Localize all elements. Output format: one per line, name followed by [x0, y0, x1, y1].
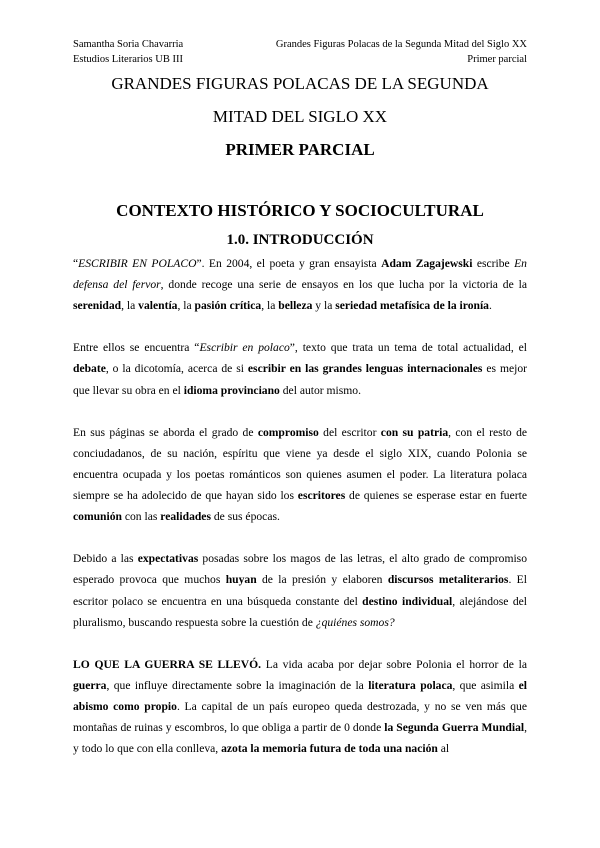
keyword: el abismo como propio [73, 678, 527, 713]
text-span: ”. En 2004, el poeta y gran ensayista [196, 257, 382, 270]
keyword: azota la memoria futura de toda una nación [221, 742, 438, 756]
page-header-right [276, 37, 527, 67]
keyword: comunión [73, 510, 122, 524]
text-span: escribe [472, 257, 515, 270]
text-span: de quienes se esperase estar en fuerte [345, 489, 527, 503]
page-header-left [73, 37, 183, 67]
text-span: posadas sobre los magos de las letras, el alto grado de compromiso esperado provoca que muchos [73, 552, 527, 587]
text-span: , donde recoge una serie de ensayos en los que lucha por la victoria de la [160, 278, 527, 292]
keyword: seriedad metafísica de la ironía [335, 299, 489, 313]
text-span: , la [261, 299, 279, 313]
text-span: , con el resto de conciudadanos, de su nación, espíritu que viene ya desde el siglo XIX, cuando Polonia se encuentra ocupada y los poetas románticos son quienes asumen el poder. La literatura polaca siempre se ha adolecido de que hayan sido los [73, 425, 528, 503]
keyword: guerra [73, 678, 107, 692]
text-span: del escritor [318, 425, 381, 439]
book-title: En defensa del fervor [73, 257, 527, 292]
paragraph-2 [73, 337, 527, 400]
document-body [73, 253, 527, 780]
header-doc-type: Primer parcial [467, 54, 527, 65]
text-span: , la [177, 299, 195, 313]
text-span: La vida acaba por dejar sobre Polonia el horror de la [261, 657, 528, 671]
keyword: belleza [278, 299, 313, 313]
paragraph-lead: LO QUE LA GUERRA SE LLEVÓ. [73, 657, 262, 671]
paragraph-5 [73, 654, 527, 759]
paragraph-4 [73, 548, 527, 632]
text-span: de sus épocas. [210, 510, 280, 524]
text-span: , alejándose del pluralismo, buscando respuesta sobre la cuestión de [73, 594, 527, 629]
document-title-line-2: MITAD DEL SIGLO XX [212, 107, 388, 126]
paragraph-1 [73, 253, 527, 316]
text-span: . La capital de un país europeo queda destrozada, y no se ven más que montañas de ruinas y escombros, lo que obliga a partir de 0 donde [73, 699, 527, 735]
essay-title: Escribir en polaco [199, 341, 290, 355]
section-heading: CONTEXTO HISTÓRICO Y SOCIOCULTURAL [116, 201, 484, 220]
text-span: . [488, 299, 492, 313]
header-course: Estudios Literarios UB III [73, 54, 183, 65]
text-span: al [437, 742, 450, 756]
text-span: , que asimila [452, 678, 519, 692]
text-span: , y todo lo que con ella conlleva, [73, 721, 527, 756]
keyword: debate [73, 362, 106, 376]
paragraph-3 [73, 422, 527, 527]
keyword: la Segunda Guerra Mundial [384, 721, 525, 735]
header-doc-title: Grandes Figuras Polacas de la Segunda Mitad del Siglo XX [275, 39, 527, 50]
keyword: escribir en las grandes lenguas internacionales [247, 362, 483, 376]
text-span: , que influye directamente sobre la imaginación de la [106, 678, 369, 692]
keyword: serenidad [73, 299, 122, 313]
keyword: pasión crítica [194, 299, 262, 313]
emphasis-text: ESCRIBIR EN POLACO [78, 257, 197, 270]
keyword: idioma provinciano [183, 383, 280, 397]
header-author: Samantha Soria Chavarria [73, 39, 184, 50]
text-span: Debido a las [73, 552, 138, 566]
emphasis-text: ¿quiénes somos? [315, 615, 395, 629]
text-span: ”, texto que trata un tema de total actualidad, el [289, 341, 527, 355]
text-span: “ [73, 257, 79, 270]
document-subtitle: PRIMER PARCIAL [225, 140, 375, 159]
keyword: realidades [160, 510, 211, 524]
author-name: Adam Zagajewski [381, 257, 473, 270]
text-span: con las [121, 510, 161, 524]
text-span: es mejor que llevar su obra en el [73, 362, 527, 397]
text-span: , o la dicotomía, acerca de si [105, 362, 248, 376]
text-span: , la [121, 299, 139, 313]
text-span: . El escritor polaco se encuentra en una búsqueda constante del [73, 573, 527, 608]
text-span: de la presión y elaboren [256, 573, 388, 587]
keyword: con su patria [380, 425, 449, 439]
keyword: valentía [138, 299, 178, 313]
keyword: literatura polaca [368, 678, 453, 692]
text-span: y la [312, 299, 336, 313]
keyword: compromiso [257, 425, 319, 439]
section-subheading: 1.0. INTRODUCCIÓN [226, 232, 374, 248]
keyword: huyan [225, 573, 257, 587]
text-span: Entre ellos se encuentra “ [73, 341, 200, 355]
text-span: del autor mismo. [279, 383, 362, 397]
document-title-line-1: GRANDES FIGURAS POLACAS DE LA SEGUNDA [111, 74, 489, 93]
keyword: escritores [297, 489, 346, 503]
keyword: destino individual [362, 594, 453, 608]
text-span: En sus páginas se aborda el grado de [73, 425, 258, 439]
keyword: expectativas [137, 552, 199, 566]
keyword: discursos metaliterarios [387, 573, 509, 587]
